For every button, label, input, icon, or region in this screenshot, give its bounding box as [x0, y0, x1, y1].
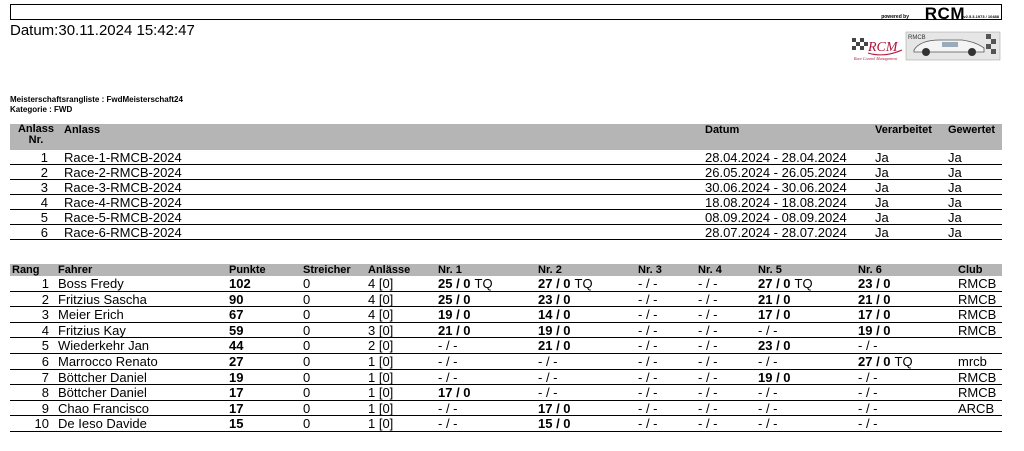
race-result-1: [438, 324, 471, 338]
event-row: [10, 210, 1002, 225]
driver-name: Meier Erich: [58, 307, 124, 323]
event-verarbeitet: Ja: [875, 195, 889, 210]
driver-points: 44: [229, 338, 244, 354]
race-result-1: [438, 402, 458, 416]
driver-streicher: 0: [303, 338, 311, 354]
rank-position: 7: [41, 369, 49, 385]
event-name: Race-5-RMCB-2024: [64, 210, 182, 225]
race-result-6: [858, 324, 891, 338]
driver-anlaesse: 4 [0]: [368, 276, 394, 291]
race-result-value: - / -: [758, 400, 778, 416]
powered-by-label: powered by: [881, 14, 909, 20]
race-result-3: [638, 417, 658, 431]
col-anlass-nr-line2: Nr.: [28, 134, 44, 146]
race-result-value: - / -: [758, 385, 778, 401]
race-result-4: [698, 371, 718, 385]
race-result-value: 25 / 0: [438, 276, 471, 291]
race-result-value: - / -: [858, 338, 878, 354]
race-result-value: 25 / 0: [438, 291, 471, 307]
event-datum: 28.07.2024 - 28.07.2024: [705, 225, 847, 240]
rank-position: 5: [41, 338, 49, 354]
race-result-value: - / -: [438, 369, 458, 385]
driver-name: Böttcher Daniel: [58, 369, 147, 385]
race-result-value: 27 / 0: [538, 276, 571, 291]
race-result-3: [638, 293, 658, 307]
driver-points: 19: [229, 369, 244, 385]
svg-text:RCM: RCM: [868, 40, 898, 55]
race-result-value: - / -: [858, 385, 878, 401]
race-result-value: - / -: [638, 338, 658, 354]
driver-anlaesse: 1 [0]: [368, 400, 394, 416]
race-result-value: - / -: [698, 416, 718, 432]
report-datetime: Datum:30.11.2024 15:42:47: [10, 22, 195, 39]
tq-marker: TQ: [894, 353, 913, 369]
race-result-2: [538, 308, 571, 322]
event-nr: 6: [40, 225, 48, 240]
race-result-2: [538, 324, 571, 338]
col-fahrer: Fahrer: [58, 264, 93, 276]
race-result-value: 19 / 0: [538, 322, 571, 338]
event-row: [10, 225, 1002, 240]
race-result-value: - / -: [538, 353, 558, 369]
race-result-2: [538, 371, 558, 385]
race-result-4: [698, 417, 718, 431]
col-gewertet: Gewertet: [948, 124, 996, 136]
event-gewertet: Ja: [948, 150, 962, 165]
event-row: [10, 165, 1002, 180]
event-datum: 08.09.2024 - 08.09.2024: [705, 210, 847, 225]
race-result-value: - / -: [698, 276, 718, 291]
race-result-value: - / -: [858, 369, 878, 385]
version-label: v2.5.3.1973 / 10488: [963, 14, 999, 19]
race-result-value: - / -: [758, 353, 778, 369]
race-result-3: [638, 308, 658, 322]
race-result-6: [858, 355, 913, 369]
driver-streicher: 0: [303, 400, 311, 416]
driver-points: 17: [229, 385, 244, 401]
event-gewertet: Ja: [948, 210, 962, 225]
race-result-value: 14 / 0: [538, 307, 571, 323]
event-gewertet: Ja: [948, 195, 962, 210]
ranking-row: [10, 370, 1002, 386]
race-result-value: 21 / 0: [438, 322, 471, 338]
col-nr1: Nr. 1: [438, 264, 462, 276]
report-meta: [10, 95, 183, 115]
driver-name: Marrocco Renato: [58, 353, 158, 369]
race-result-value: 27 / 0: [858, 353, 891, 369]
race-result-value: - / -: [638, 322, 658, 338]
ranking-row: [10, 354, 1002, 370]
event-verarbeitet: Ja: [875, 225, 889, 240]
rank-position: 10: [34, 416, 49, 432]
ranking-row: [10, 323, 1002, 339]
driver-streicher: 0: [303, 307, 311, 323]
race-result-2: [538, 339, 571, 353]
ranking-row: [10, 307, 1002, 323]
driver-name: Böttcher Daniel: [58, 385, 147, 401]
ranking-row: [10, 338, 1002, 354]
race-result-6: [858, 277, 891, 291]
tq-marker: TQ: [794, 276, 813, 291]
col-club: Club: [958, 264, 983, 276]
race-result-4: [698, 355, 718, 369]
rank-position: 3: [41, 307, 49, 323]
checkered-flag-icon: [852, 38, 868, 50]
race-result-value: - / -: [858, 416, 878, 432]
ranking-table-header: [10, 264, 1002, 276]
driver-anlaesse: 4 [0]: [368, 307, 394, 323]
race-result-3: [638, 339, 658, 353]
driver-streicher: 0: [303, 385, 311, 401]
driver-club: RMCB: [958, 307, 997, 323]
race-result-value: - / -: [638, 369, 658, 385]
race-result-6: [858, 386, 878, 400]
tq-marker: TQ: [474, 276, 493, 291]
events-table-header: [10, 124, 1002, 150]
category-label: Kategorie : FWD: [10, 105, 73, 114]
race-result-value: - / -: [698, 400, 718, 416]
col-anlass-nr-line1: Anlass: [17, 123, 55, 135]
race-result-4: [698, 293, 718, 307]
rank-position: 1: [41, 276, 49, 291]
race-result-value: - / -: [438, 416, 458, 432]
race-result-value: 15 / 0: [538, 416, 571, 432]
race-result-value: - / -: [638, 291, 658, 307]
race-result-value: - / -: [698, 369, 718, 385]
race-result-1: [438, 417, 458, 431]
race-result-6: [858, 339, 878, 353]
race-result-5: [758, 293, 791, 307]
race-result-value: - / -: [698, 353, 718, 369]
race-result-5: [758, 277, 813, 291]
race-result-value: - / -: [638, 276, 658, 291]
race-result-4: [698, 339, 718, 353]
driver-club: RMCB: [958, 369, 997, 385]
col-nr2: Nr. 2: [538, 264, 562, 276]
col-rang: Rang: [12, 264, 40, 276]
tq-marker: TQ: [574, 276, 593, 291]
event-datum: 18.08.2024 - 18.08.2024: [705, 195, 847, 210]
race-result-2: [538, 355, 558, 369]
driver-club: mrcb: [958, 353, 987, 369]
driver-anlaesse: 2 [0]: [368, 338, 394, 354]
event-datum: 30.06.2024 - 30.06.2024: [705, 180, 847, 195]
rank-position: 6: [41, 353, 49, 369]
race-result-value: 17 / 0: [758, 307, 791, 323]
race-result-3: [638, 355, 658, 369]
driver-points: 90: [229, 291, 244, 307]
race-result-1: [438, 293, 471, 307]
event-gewertet: Ja: [948, 225, 962, 240]
race-result-1: [438, 355, 458, 369]
race-result-value: - / -: [758, 322, 778, 338]
race-result-4: [698, 402, 718, 416]
col-verarbeitet: Verarbeitet: [875, 124, 932, 136]
driver-club: RMCB: [958, 291, 997, 307]
race-result-4: [698, 308, 718, 322]
event-name: Race-4-RMCB-2024: [64, 195, 182, 210]
brand-label: RCM: [924, 4, 965, 23]
race-result-3: [638, 324, 658, 338]
driver-points: 102: [229, 276, 251, 291]
event-verarbeitet: Ja: [875, 210, 889, 225]
driver-name: Chao Francisco: [58, 400, 150, 416]
championship-label: Meisterschaftsrangliste : FwdMeisterschaft24: [10, 95, 183, 104]
event-row: [10, 150, 1002, 165]
race-result-value: 17 / 0: [438, 385, 471, 401]
race-result-value: - / -: [538, 369, 558, 385]
race-result-value: - / -: [638, 416, 658, 432]
race-result-value: - / -: [698, 291, 718, 307]
race-result-value: 23 / 0: [758, 338, 791, 354]
race-result-1: [438, 386, 471, 400]
col-datum: Datum: [705, 124, 740, 136]
col-nr3: Nr. 3: [638, 264, 662, 276]
race-result-6: [858, 371, 878, 385]
race-result-value: 19 / 0: [758, 369, 791, 385]
driver-points: 67: [229, 307, 244, 323]
race-result-value: 23 / 0: [538, 291, 571, 307]
race-result-1: [438, 277, 493, 291]
col-anlass-nr: [14, 124, 58, 146]
event-gewertet: Ja: [948, 180, 962, 195]
driver-name: De Ieso Davide: [58, 416, 147, 432]
race-result-6: [858, 417, 878, 431]
driver-points: 59: [229, 322, 244, 338]
col-punkte: Punkte: [229, 264, 266, 276]
race-result-5: [758, 355, 778, 369]
race-result-value: - / -: [438, 353, 458, 369]
driver-club: RMCB: [958, 276, 997, 291]
race-result-value: 27 / 0: [758, 276, 791, 291]
race-result-5: [758, 402, 778, 416]
race-result-6: [858, 308, 891, 322]
driver-anlaesse: 3 [0]: [368, 322, 394, 338]
event-nr: 5: [40, 210, 48, 225]
race-result-value: 17 / 0: [858, 307, 891, 323]
race-result-2: [538, 402, 571, 416]
col-streicher: Streicher: [303, 264, 351, 276]
ranking-row: [10, 385, 1002, 401]
race-result-2: [538, 277, 593, 291]
race-result-2: [538, 417, 571, 431]
driver-anlaesse: 1 [0]: [368, 353, 394, 369]
race-result-1: [438, 339, 458, 353]
race-result-6: [858, 293, 891, 307]
race-result-3: [638, 277, 658, 291]
col-anlaesse: Anlässe: [368, 264, 411, 276]
race-result-2: [538, 293, 571, 307]
race-result-value: - / -: [758, 416, 778, 432]
race-result-value: - / -: [698, 307, 718, 323]
driver-streicher: 0: [303, 369, 311, 385]
race-result-value: - / -: [638, 400, 658, 416]
driver-anlaesse: 1 [0]: [368, 385, 394, 401]
report-header-bar: [10, 4, 1002, 23]
driver-anlaesse: 4 [0]: [368, 291, 394, 307]
race-result-1: [438, 371, 458, 385]
ranking-row: [10, 292, 1002, 308]
driver-streicher: 0: [303, 416, 311, 432]
driver-name: Boss Fredy: [58, 276, 124, 291]
race-result-2: [538, 386, 558, 400]
ranking-row: [10, 276, 1002, 292]
rank-position: 9: [41, 400, 49, 416]
race-result-4: [698, 324, 718, 338]
event-verarbeitet: Ja: [875, 180, 889, 195]
race-result-3: [638, 402, 658, 416]
event-nr: 1: [40, 150, 48, 165]
event-name: Race-6-RMCB-2024: [64, 225, 182, 240]
race-result-value: 19 / 0: [438, 307, 471, 323]
race-result-3: [638, 386, 658, 400]
race-result-4: [698, 277, 718, 291]
driver-streicher: 0: [303, 353, 311, 369]
race-result-5: [758, 324, 778, 338]
svg-text:Race Control Management: Race Control Management: [854, 56, 898, 61]
event-row: [10, 195, 1002, 210]
event-verarbeitet: Ja: [875, 150, 889, 165]
race-result-5: [758, 386, 778, 400]
driver-name: Wiederkehr Jan: [58, 338, 150, 354]
rank-position: 4: [41, 322, 49, 338]
rank-position: 2: [41, 291, 49, 307]
race-result-value: - / -: [638, 385, 658, 401]
race-result-value: 21 / 0: [858, 291, 891, 307]
race-result-value: 17 / 0: [538, 400, 571, 416]
race-result-value: 19 / 0: [858, 322, 891, 338]
ranking-table: [10, 264, 1002, 432]
event-name: Race-2-RMCB-2024: [64, 165, 182, 180]
race-result-value: - / -: [858, 400, 878, 416]
ranking-row: [10, 416, 1002, 432]
race-result-value: - / -: [698, 338, 718, 354]
event-nr: 2: [40, 165, 48, 180]
driver-club: RMCB: [958, 385, 997, 401]
race-result-5: [758, 371, 791, 385]
race-result-value: - / -: [698, 385, 718, 401]
driver-anlaesse: 1 [0]: [368, 369, 394, 385]
driver-points: 17: [229, 400, 244, 416]
race-result-5: [758, 339, 791, 353]
race-result-5: [758, 308, 791, 322]
event-nr: 4: [40, 195, 48, 210]
event-datum: 26.05.2024 - 26.05.2024: [705, 165, 847, 180]
driver-streicher: 0: [303, 322, 311, 338]
race-result-6: [858, 402, 878, 416]
race-result-value: 21 / 0: [538, 338, 571, 354]
rank-position: 8: [41, 385, 49, 401]
race-result-1: [438, 308, 471, 322]
svg-text:RMCB: RMCB: [908, 35, 926, 41]
race-result-value: - / -: [538, 385, 558, 401]
event-nr: 3: [40, 180, 48, 195]
driver-streicher: 0: [303, 276, 311, 291]
driver-anlaesse: 1 [0]: [368, 416, 394, 432]
race-result-3: [638, 371, 658, 385]
event-datum: 28.04.2024 - 28.04.2024: [705, 150, 847, 165]
race-result-value: - / -: [638, 353, 658, 369]
race-result-value: - / -: [698, 322, 718, 338]
event-gewertet: Ja: [948, 165, 962, 180]
race-result-value: - / -: [438, 338, 458, 354]
driver-points: 15: [229, 416, 244, 432]
driver-streicher: 0: [303, 291, 311, 307]
event-verarbeitet: Ja: [875, 165, 889, 180]
col-nr6: Nr. 6: [858, 264, 882, 276]
event-name: Race-3-RMCB-2024: [64, 180, 182, 195]
col-nr5: Nr. 5: [758, 264, 782, 276]
driver-name: Fritzius Kay: [58, 322, 126, 338]
col-nr4: Nr. 4: [698, 264, 722, 276]
event-row: [10, 180, 1002, 195]
col-anlass: Anlass: [64, 124, 101, 136]
race-result-value: - / -: [438, 400, 458, 416]
club-logo: [850, 30, 1002, 62]
driver-points: 27: [229, 353, 244, 369]
race-result-4: [698, 386, 718, 400]
race-result-5: [758, 417, 778, 431]
event-name: Race-1-RMCB-2024: [64, 150, 182, 165]
events-table: [10, 124, 1002, 240]
race-result-value: - / -: [638, 307, 658, 323]
ranking-row: [10, 401, 1002, 417]
driver-club: ARCB: [958, 400, 995, 416]
race-result-value: 21 / 0: [758, 291, 791, 307]
driver-name: Fritzius Sascha: [58, 291, 147, 307]
race-result-value: 23 / 0: [858, 276, 891, 291]
driver-club: RMCB: [958, 322, 997, 338]
